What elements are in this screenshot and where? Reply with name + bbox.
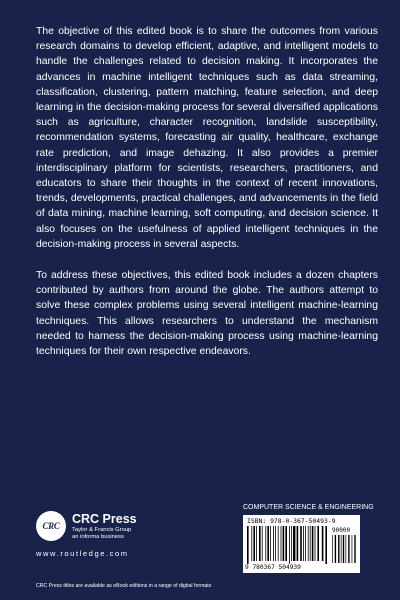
barcode-bar (273, 526, 274, 561)
barcode-bar (283, 526, 285, 561)
barcode-bar (312, 526, 314, 561)
addon-barcode-icon (331, 535, 357, 563)
price-code: 90000 (332, 527, 351, 534)
addon-bar (341, 535, 342, 563)
ean-barcode-icon (246, 526, 330, 564)
addon-bar (348, 535, 349, 563)
crc-logo-icon (36, 511, 66, 541)
barcode-bar (281, 526, 282, 561)
publisher-name: CRC Press (72, 512, 137, 526)
subject-category: COMPUTER SCIENCE & ENGINEERING (243, 504, 374, 511)
barcode-box (243, 515, 360, 573)
barcode-bar (300, 526, 302, 561)
barcode-bar (315, 526, 316, 561)
barcode-bar (310, 526, 311, 561)
publisher-website: www.routledge.com (36, 549, 129, 558)
barcode-bar (317, 526, 319, 561)
description-paragraph-1: The objective of this edited book is to share the outcomes from various research domains to develop efficient, adaptive, and intelligent models to handle the challenges related to decision making. It incorporates the advances in machine intelligent techniques such as data streaming, classification, clustering, pattern matching, feature selection, and deep learning in the decision-making process for several diversified applications such as agriculture, character recognition, landslide susceptibility, recommendation systems, forecasting air quality, healthcare, exchange rate prediction, and image dehazing. It also provides a premier interdisciplinary platform for scientists, researchers, practitioners, and educators to share their thoughts in the context of recent innovations, trends, developments, practical challenges, and advancements in the field of data mining, machine learning, soft computing, and decision science. It also focuses on the usefulness of applied intelligent techniques in the decision-making process in several aspects. (36, 26, 378, 250)
publisher-group: Taylor & Francis Group (72, 527, 132, 533)
publisher-logo-block (36, 511, 216, 561)
ean-digits: 9 780367 504939 (245, 564, 301, 571)
barcode-bar (308, 526, 309, 561)
barcode-bar (293, 526, 295, 561)
barcode-bar (297, 526, 299, 561)
addon-bar (352, 535, 353, 563)
barcode-bar (325, 526, 327, 564)
barcode-bar (247, 526, 249, 564)
barcode-bar (278, 526, 279, 561)
logo-initials: CRC (42, 521, 60, 531)
barcode-bar (289, 526, 290, 564)
barcode-bar (253, 526, 255, 561)
description-paragraph-2: To address these objectives, this edited book includes a dozen chapters contributed by authors from around the globe. The authors attempt to solve these complex problems using several intelligent machine-learning techniques. This allows researchers to understand the mechanism needed to harness the decision-making process using machine-learning techniques for their own respective endeavors. (36, 270, 378, 358)
barcode-bar (291, 526, 292, 561)
isbn-text: ISBN: 978-0-367-50493-9 (247, 517, 336, 525)
barcode-bar (259, 526, 261, 561)
barcode-bar (251, 526, 252, 561)
addon-bar (343, 535, 344, 563)
barcode-bar (267, 526, 269, 561)
barcode-bar (270, 526, 271, 561)
barcode-bar (305, 526, 306, 561)
barcode-bar (322, 526, 324, 561)
addon-bar (346, 535, 347, 563)
addon-bar (338, 535, 339, 563)
publisher-business: an informa business (72, 534, 124, 540)
barcode-bar (303, 526, 304, 561)
back-cover-description (36, 24, 378, 375)
barcode-bar (262, 526, 263, 561)
barcode-bar (285, 526, 287, 561)
addon-bar (354, 535, 355, 563)
addon-bar (332, 535, 333, 563)
addon-bar (335, 535, 336, 563)
barcode-bar (265, 526, 266, 561)
barcode-bar (256, 526, 257, 561)
ebook-note: CRC Press titles are available as eBook editions in a range of digital formats (36, 583, 212, 589)
barcode-bar (275, 526, 276, 561)
